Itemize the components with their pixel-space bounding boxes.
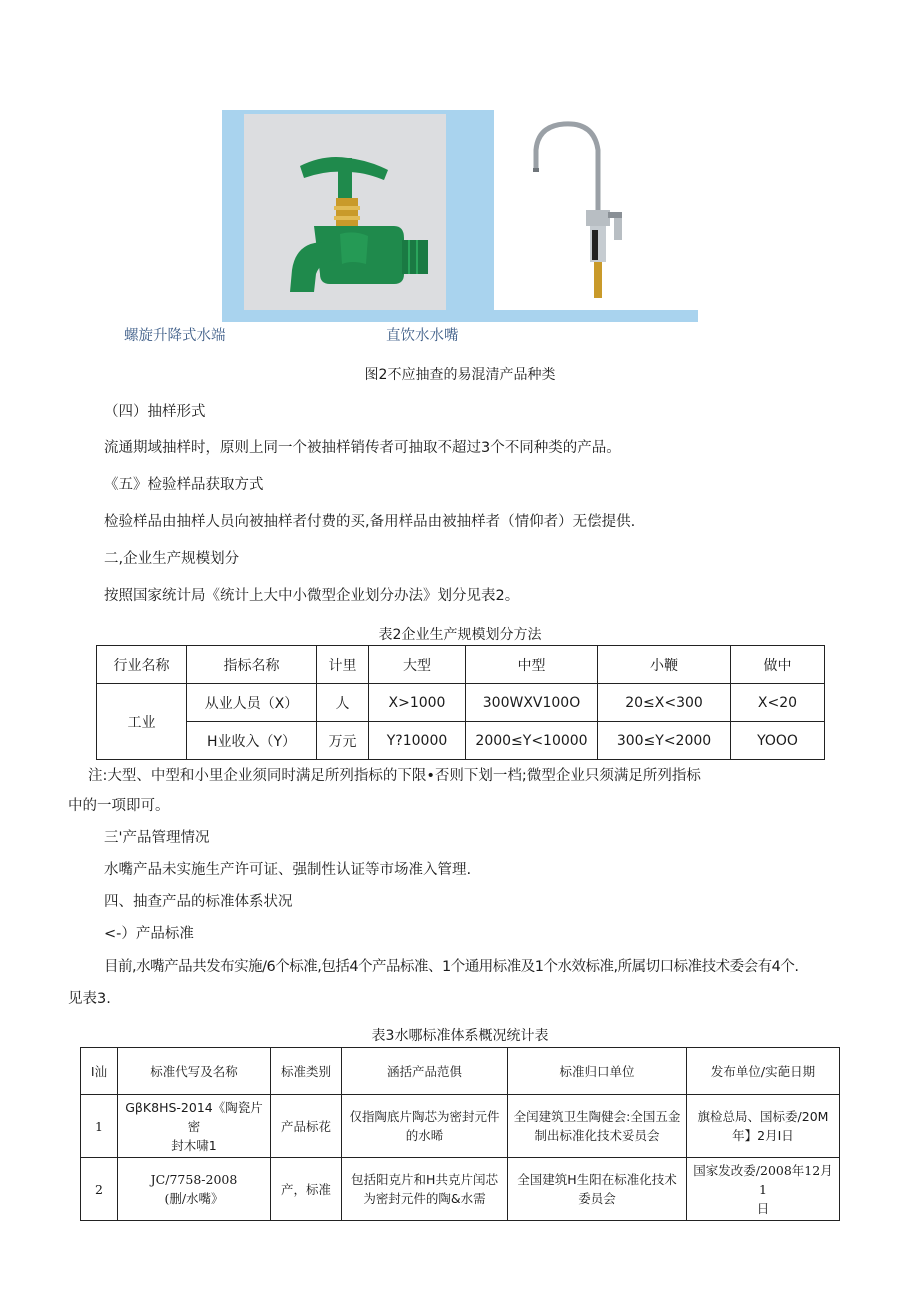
standard-code-line: (删/水嘴》: [164, 1191, 224, 1206]
section-product-management: 三'产品管理情况: [104, 830, 210, 846]
date-cell: [687, 1095, 840, 1158]
unit-cell: [508, 1095, 687, 1158]
table-header-cell: 标准归口单位: [508, 1048, 687, 1095]
table-cell: 2000≤Y<10000: [466, 722, 598, 760]
table-header-cell: 小鞭: [598, 646, 731, 684]
industry-cell: 工业: [97, 684, 187, 760]
scope-line: 为密封元件的陶&水需: [363, 1191, 486, 1206]
table-row: [81, 1158, 840, 1221]
table2-note-line2: 中的一项即可。: [68, 798, 170, 814]
product-figure: [222, 110, 698, 322]
date-line: 日: [756, 1200, 770, 1216]
table-header-cell: 发布单位/实葩日期: [687, 1048, 840, 1095]
scope-line: 的水晞: [405, 1128, 444, 1143]
scope-line: 包括阳克片和H共克片闰芯: [351, 1172, 498, 1187]
section-product-standards: <-）产品标准: [104, 926, 194, 942]
standard-code-line: JC/7758-2008: [150, 1172, 238, 1187]
standard-code-cell: [118, 1095, 271, 1158]
standard-code-cell: [118, 1158, 271, 1221]
table-cell: 300WXV100O: [466, 684, 598, 722]
standards-table: [80, 1047, 840, 1221]
figure-label-left: 螺旋升降式水端: [124, 328, 226, 344]
date-cell: [687, 1158, 840, 1221]
table-cell: X>1000: [369, 684, 466, 722]
scope-cell: [342, 1095, 508, 1158]
figure-label-right: 直饮水水嘴: [386, 328, 459, 344]
table-header-cell: 大型: [369, 646, 466, 684]
standard-type-cell: 产品标花: [271, 1095, 342, 1158]
drinking-faucet-image: [494, 110, 698, 310]
table-cell: 人: [317, 684, 369, 722]
drinking-faucet-photo: [494, 110, 698, 310]
row-number: 1: [81, 1095, 118, 1158]
unit-line: 委员会: [578, 1191, 616, 1206]
section-sampling-form: （四）抽样形式: [104, 404, 206, 420]
table-row: [97, 722, 825, 760]
scope-cell: [342, 1158, 508, 1221]
table3-caption: 表3水哪标准体系概况统计表: [371, 1028, 549, 1044]
table-cell: 20≤X<300: [598, 684, 731, 722]
row-number: 2: [81, 1158, 118, 1221]
table-row: [97, 684, 825, 722]
table2-note-line1: 注:大型、中型和小里企业须同时满足所列指标的下限•否则下划一档;微型企业只须满足所列指标: [88, 768, 701, 784]
table-row: [81, 1095, 840, 1158]
product-standards-text-cont: 见表3.: [68, 991, 111, 1007]
table-cell: Y?10000: [369, 722, 466, 760]
table2-caption: 表2企业生产规模划分方法: [378, 627, 542, 643]
scope-line: 仅指陶底片陶芯为密封元件: [349, 1109, 500, 1124]
unit-line: 全闰建筑卫生陶健会:全国五金: [513, 1109, 681, 1124]
standard-code-line: 封木啸1: [171, 1137, 217, 1153]
product-management-text: 水嘴产品未实施生产许可证、强制性认证等市场准入管理.: [104, 862, 472, 878]
table-header-row: [81, 1048, 840, 1095]
table-cell: 万元: [317, 722, 369, 760]
screw-tap-photo: [244, 114, 446, 310]
table-header-cell: 指标名称: [187, 646, 317, 684]
section-sample-acquisition: 《五》检验样品获取方式: [104, 477, 264, 493]
unit-line: 全国建筑H生阳在标准化技术: [517, 1172, 677, 1187]
section-standard-system: 四、抽查产品的标准体系状况: [104, 894, 293, 910]
figure-caption: 图2不应抽查的易混清产品种类: [364, 367, 556, 383]
table-header-cell: 行业名称: [97, 646, 187, 684]
table-header-cell: 涵括产品范俱: [342, 1048, 508, 1095]
date-line: 旗检总局、国标委/20M: [697, 1109, 829, 1124]
table-cell: 从业人员（X）: [187, 684, 317, 722]
table-header-cell: 标准代写及名称: [118, 1048, 271, 1095]
standard-type-cell: 产，标准: [271, 1158, 342, 1221]
table-cell: YOOO: [731, 722, 825, 760]
sampling-form-text: 流通期域抽样时，原则上同一个被抽样销传者可抽取不超过3个不同种类的产品。: [104, 440, 621, 456]
table-cell: H业收入（Y）: [187, 722, 317, 760]
table-cell: X<20: [731, 684, 825, 722]
standard-code-line: GβK8HS-2014《陶瓷片密: [125, 1099, 263, 1134]
enterprise-scale-text: 按照国家统计局《统计上大中小微型企业划分办法》划分见表2。: [104, 588, 520, 604]
table-header-cell: 计里: [317, 646, 369, 684]
unit-cell: [508, 1158, 687, 1221]
section-enterprise-scale: 二,企业生产规模划分: [104, 551, 240, 567]
screw-tap-image: [244, 114, 446, 310]
sample-acquisition-text: 检验样品由抽样人员向被抽样者付费的买,备用样品由被抽样者（情仰者）无偿提供.: [104, 514, 636, 530]
product-standards-text: 目前,水嘴产品共发布实施/6个标准,包括4个产品标准、1个通用标准及1个水效标准,所属切口标准技术委会有4个.: [104, 959, 799, 975]
table-header-cell: I汕: [81, 1048, 118, 1095]
unit-line: 制出标准化技术妥员会: [534, 1128, 660, 1143]
table-header-row: [97, 646, 825, 684]
enterprise-scale-table: [96, 645, 825, 760]
table-cell: 300≤Y<2000: [598, 722, 731, 760]
table-header-cell: 中型: [466, 646, 598, 684]
date-line: 国家发改委/2008年12月1: [693, 1162, 833, 1197]
table-header-cell: 做中: [731, 646, 825, 684]
date-line: 年】2月I日: [732, 1128, 794, 1143]
table-header-cell: 标准类别: [271, 1048, 342, 1095]
